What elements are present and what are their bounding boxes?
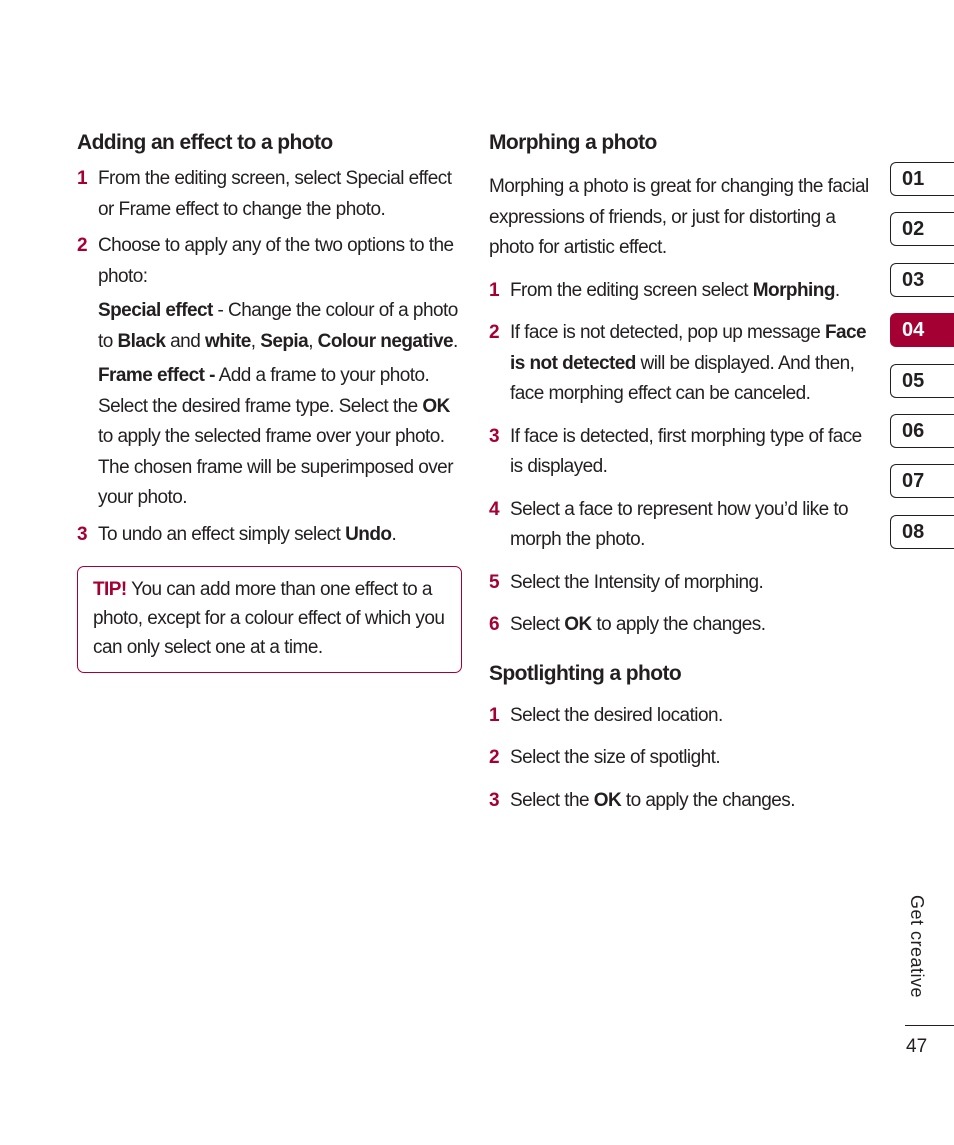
page-number: 47 [906,1036,928,1057]
text: Select [510,614,565,635]
text: will be displayed. And then, face morphing effect can be canceled. [510,352,855,404]
step-number: 4 [489,498,500,520]
ok-label: OK [422,395,450,417]
text: . [452,330,458,352]
morphing-intro: Morphing a photo is great for changing the facial expressions of friends, or just for distorting a photo for artistic effect. [489,176,869,258]
morphing-label: Morphing [752,279,835,301]
tip-label: TIP! [93,579,127,600]
undo-label: Undo [345,523,392,545]
step-text [510,786,874,817]
step-number: 3 [489,425,500,447]
morph-step-5 [489,568,874,599]
step-number: 3 [489,789,500,811]
step-text [510,276,874,307]
spot-step-3 [489,786,874,817]
step-number: 1 [489,279,500,301]
step-3 [77,520,462,551]
tip-box [77,566,462,673]
ok-label: OK [593,789,622,811]
spot-step-2 [489,743,874,774]
step-text: Select the desired location. [510,704,723,726]
text: To undo an effect simply select [98,523,346,545]
morph-step-1 [489,276,874,307]
text: , [250,330,261,352]
step-text: Select a face to represent how you’d like to morph the photo. [510,498,849,550]
step-text: If face is detected, first morphing type of face is displayed. [510,425,862,477]
chapter-tab-08[interactable]: 08 [890,515,954,549]
text: Select the [510,789,594,811]
step-number: 2 [489,322,500,343]
white-option: white [204,330,251,352]
step-text: From the editing screen, select Special effect or Frame effect to change the photo. [98,168,452,220]
face-not-detected-label: Face is not detected [510,322,867,374]
sepia-option: Sepia [260,330,309,352]
text: . [391,523,397,545]
chapter-tab-01[interactable]: 01 [890,162,954,196]
step-text: Select the size of spotlight. [510,747,721,768]
step-text [510,610,874,641]
special-effect-label: Special effect [98,300,213,321]
chapter-tab-04[interactable]: 04 [890,313,954,347]
section-heading-adding-effect: Adding an effect to a photo [77,131,333,154]
frame-effect-label: Frame effect - [98,365,215,386]
chapter-tab-07[interactable]: 07 [890,464,954,498]
text: . [834,279,840,301]
chapter-tab-02[interactable]: 02 [890,212,954,246]
text: , [308,330,318,352]
chapter-tab-05[interactable]: 05 [890,364,954,398]
text: - Change the colour of a photo to [98,300,458,352]
morph-step-2 [489,318,874,410]
chapter-side-label: Get creative [907,895,927,999]
ok-label: OK [564,614,592,635]
text: to apply the selected frame over your photo. The chosen frame will be superimposed over your photo. [98,426,453,508]
colour-negative-option: Colour negative [317,330,453,352]
step-number: 1 [77,168,88,189]
text: and [165,330,205,352]
black-option: Black [117,330,166,352]
spot-step-1 [489,701,874,732]
chapter-tabs [890,162,954,565]
step-number: 2 [489,747,500,768]
step-text: Choose to apply any of the two options to the photo: [98,235,454,287]
step-number: 2 [77,235,88,256]
step-number: 3 [77,523,88,545]
step-number: 1 [489,704,500,726]
special-effect-description [98,296,462,357]
section-heading-spotlighting: Spotlighting a photo [489,661,682,685]
morph-step-6 [489,610,874,641]
right-column [489,128,874,816]
morph-step-4 [489,495,874,556]
step-text: Select the Intensity of morphing. [510,571,764,593]
left-column [77,128,462,673]
step-1 [77,164,462,225]
text: to apply the changes. [591,614,766,635]
text: From the editing screen select [510,279,753,301]
tip-text: You can add more than one effect to a photo, except for a colour effect of which you can only select one at a time. [93,579,445,658]
step-text [510,318,874,410]
morph-step-3 [489,422,874,483]
frame-effect-description [98,361,462,514]
chapter-tab-03[interactable]: 03 [890,263,954,297]
step-number: 5 [489,571,500,593]
step-number: 6 [489,614,500,635]
step-text [98,520,462,551]
footer-divider [905,1025,954,1026]
text: Add a frame to your photo. Select the desired frame type. Select the [98,365,430,417]
chapter-tab-06[interactable]: 06 [890,414,954,448]
text: to apply the changes. [621,789,795,811]
text: If face is not detected, pop up message [510,322,825,343]
section-heading-morphing: Morphing a photo [489,131,657,154]
step-2 [77,231,462,292]
